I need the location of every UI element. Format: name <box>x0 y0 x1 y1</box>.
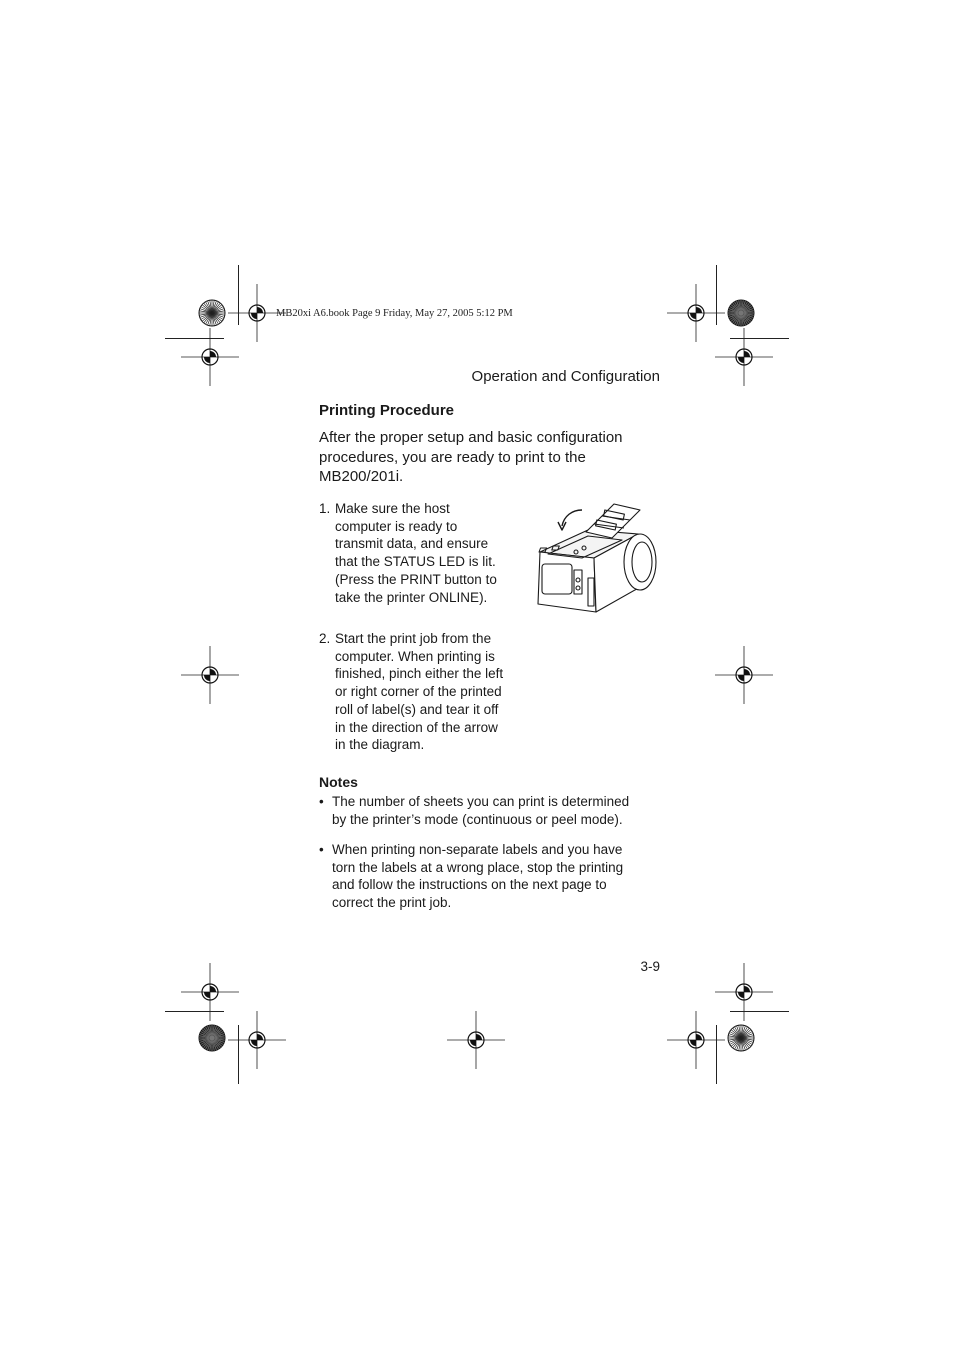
step-line: that the STATUS LED is lit. <box>335 554 496 570</box>
star-target-mark <box>199 300 225 326</box>
step-line: (Press the PRINT button to <box>335 571 497 587</box>
note-line: torn the labels at a wrong place, stop the printing <box>332 859 624 875</box>
printer-tear-off-diagram <box>530 500 662 620</box>
note-text <box>332 841 623 912</box>
step-text <box>335 500 497 606</box>
star-target-mark <box>728 1025 754 1051</box>
note-text <box>332 793 629 828</box>
step-line: take the printer ONLINE). <box>335 589 488 605</box>
step-line: in the direction of the arrow <box>335 719 498 735</box>
step-line: roll of label(s) and tear it off <box>335 701 499 717</box>
step-line: computer is ready to <box>335 518 458 534</box>
note-line: When printing non-separate labels and you have <box>332 842 623 857</box>
note-line: and follow the instructions on the next page to <box>332 877 607 893</box>
step-line: Make sure the host <box>335 501 450 516</box>
note-line: The number of sheets you can print is determined <box>332 794 630 809</box>
bullet-marker: • <box>319 794 324 809</box>
crosshair-mark <box>715 328 773 386</box>
print-slug-line: MB20xi A6.book Page 9 Friday, May 27, 2005 5:12 PM <box>276 308 513 319</box>
step-line: in the diagram. <box>335 737 425 753</box>
step-line: computer. When printing is <box>335 648 495 664</box>
section-title: Printing Procedure <box>319 402 455 419</box>
page-number: 3-9 <box>640 959 660 974</box>
crosshair-mark <box>715 646 773 704</box>
intro-line: MB200/201i. <box>319 468 404 485</box>
star-target-mark <box>199 1025 225 1051</box>
crosshair-mark <box>447 1011 505 1069</box>
bullet-marker: • <box>319 842 324 857</box>
step-number: 2. <box>319 631 331 646</box>
step-line: or right corner of the printed <box>335 684 502 700</box>
notes-heading: Notes <box>319 774 358 790</box>
crosshair-mark <box>181 328 239 386</box>
star-target-mark <box>728 300 754 326</box>
step-text <box>335 630 503 754</box>
note-line: correct the print job. <box>332 895 452 911</box>
step-line: finished, pinch either the left <box>335 666 504 682</box>
step-line: Start the print job from the <box>335 631 492 646</box>
crosshair-mark <box>715 963 773 1021</box>
running-header: Operation and Configuration <box>471 368 660 385</box>
step-line: transmit data, and ensure <box>335 536 489 552</box>
intro-line: After the proper setup and basic configuration <box>319 429 623 446</box>
crosshair-mark <box>181 963 239 1021</box>
intro-line: procedures, you are ready to print to the <box>319 448 586 466</box>
step-number: 1. <box>319 501 331 516</box>
crosshair-mark <box>181 646 239 704</box>
crosshair-mark <box>228 1011 286 1069</box>
intro-paragraph <box>319 428 664 487</box>
note-line: by the printer’s mode (continuous or peel mode). <box>332 811 623 827</box>
